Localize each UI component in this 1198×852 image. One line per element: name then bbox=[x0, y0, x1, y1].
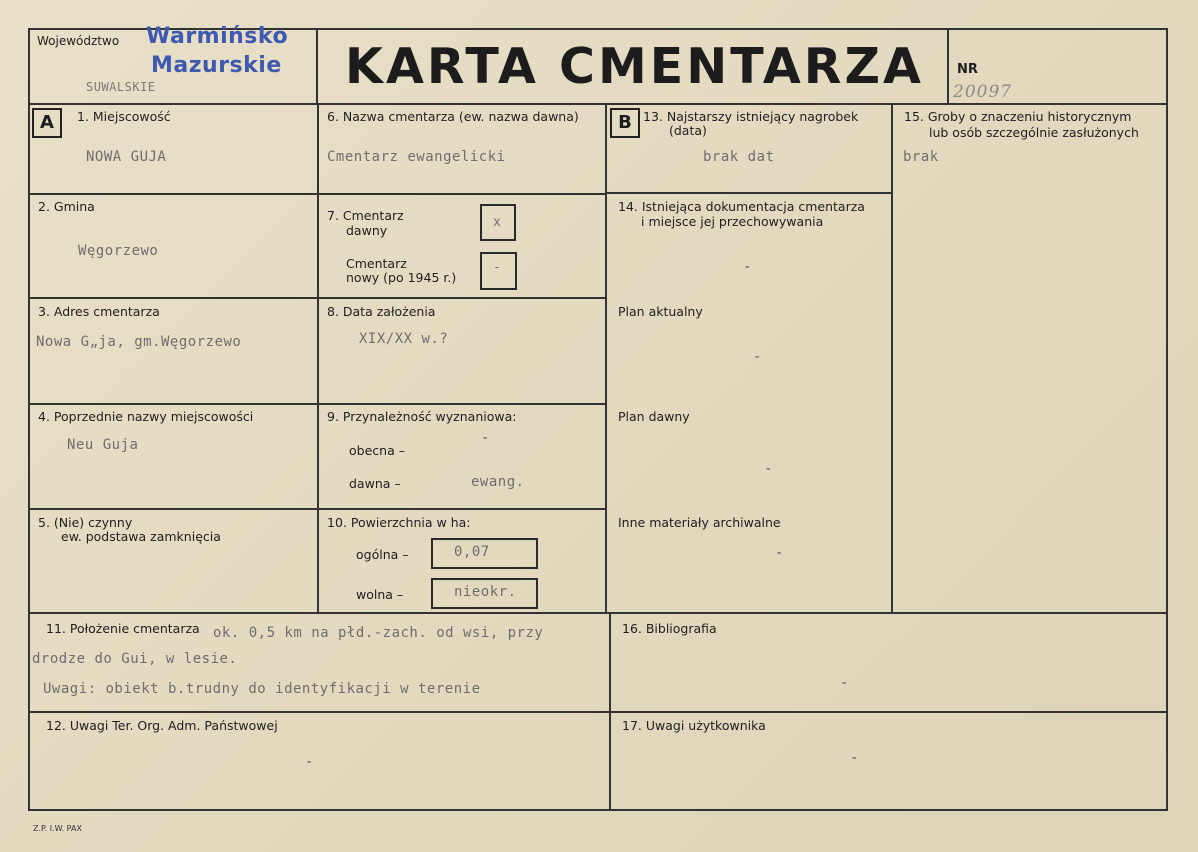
field-6-label: 6. Nazwa cmentarza (ew. nazwa dawna) bbox=[327, 109, 579, 124]
col-line-b bbox=[605, 103, 607, 613]
field-17-value: - bbox=[850, 750, 859, 766]
nowy-checkbox-mark: - bbox=[493, 260, 502, 275]
field-9-label: 9. Przynależność wyznaniowa: bbox=[327, 409, 517, 424]
field-10-ogolna-label: ogólna – bbox=[356, 547, 409, 562]
inne-materialy-label: Inne materiały archiwalne bbox=[618, 515, 781, 530]
field-2-value: Węgorzewo bbox=[78, 243, 159, 259]
field-13-value: brak dat bbox=[703, 149, 775, 165]
typed-region: SUWALSKIE bbox=[86, 80, 156, 94]
region-stamp-line1: Warmińsko bbox=[146, 24, 289, 49]
field-14-label-1: 14. Istniejąca dokumentacja cmentarza bbox=[618, 199, 865, 214]
field-8-value: XIX/XX w.? bbox=[359, 331, 449, 347]
card-title: KARTA CMENTARZA bbox=[345, 38, 924, 95]
field-7-label-1a: 7. Cmentarz bbox=[327, 208, 404, 223]
wojewodztwo-label: Województwo bbox=[37, 34, 120, 48]
row-line bbox=[28, 403, 318, 405]
row-line bbox=[605, 192, 893, 194]
dawny-checkbox[interactable] bbox=[480, 204, 516, 241]
field-17-label: 17. Uwagi użytkownika bbox=[622, 718, 766, 733]
plan-aktualny-label: Plan aktualny bbox=[618, 304, 703, 319]
field-3-value: Nowa G„ja, gm.Węgorzewo bbox=[36, 334, 242, 350]
frame-right bbox=[1166, 28, 1168, 811]
header-vline-1 bbox=[316, 28, 318, 105]
section-a-badge: A bbox=[32, 108, 62, 138]
field-15-value: brak bbox=[903, 149, 939, 165]
field-9-dawna-value: ewang. bbox=[471, 474, 525, 490]
field-4-label: 4. Poprzednie nazwy miejscowości bbox=[38, 409, 254, 424]
plan-dawny-label: Plan dawny bbox=[618, 409, 690, 424]
dawny-checkbox-mark: x bbox=[493, 215, 502, 230]
field-12-value: - bbox=[305, 754, 314, 770]
row-line bbox=[317, 193, 607, 195]
field-15-label-1: 15. Groby o znaczeniu historycznym bbox=[904, 109, 1132, 124]
field-1-label: 1. Miejscowość bbox=[77, 109, 171, 124]
wolna-field[interactable] bbox=[431, 578, 538, 609]
field-13-label-2: (data) bbox=[669, 123, 707, 138]
field-5-label-1: 5. (Nie) czynny bbox=[38, 515, 133, 530]
plan-aktualny-value: - bbox=[753, 349, 762, 365]
field-3-label: 3. Adres cmentarza bbox=[38, 304, 160, 319]
field-14-value: - bbox=[743, 259, 752, 275]
plan-dawny-value: - bbox=[764, 461, 773, 477]
header-vline-2 bbox=[947, 28, 949, 105]
field-10-wolna-label: wolna – bbox=[356, 587, 404, 602]
field-4-value: Neu Guja bbox=[67, 437, 139, 453]
wolna-value: nieokr. bbox=[454, 584, 517, 600]
row-line bbox=[317, 403, 607, 405]
ogolna-field[interactable] bbox=[431, 538, 538, 569]
nr-value: 20097 bbox=[953, 82, 1013, 102]
field-12-label: 12. Uwagi Ter. Org. Adm. Państwowej bbox=[46, 718, 278, 733]
nowy-checkbox[interactable] bbox=[480, 252, 517, 290]
row-line bbox=[28, 297, 318, 299]
field-8-label: 8. Data założenia bbox=[327, 304, 436, 319]
col-line-c bbox=[891, 103, 893, 613]
col-line-a bbox=[317, 103, 319, 613]
region-stamp-line2: Mazurskie bbox=[151, 53, 282, 78]
row-line-lower bbox=[28, 612, 1168, 614]
frame-bottom bbox=[28, 809, 1168, 811]
field-7-label-1b: dawny bbox=[346, 223, 388, 238]
field-2-label: 2. Gmina bbox=[38, 199, 95, 214]
section-b-badge: B bbox=[610, 108, 640, 138]
inne-materialy-value: - bbox=[775, 545, 784, 561]
header-divider bbox=[28, 103, 1168, 105]
row-line bbox=[28, 508, 318, 510]
field-10-label: 10. Powierzchnia w ha: bbox=[327, 515, 471, 530]
field-9-dawna-label: dawna – bbox=[349, 476, 401, 491]
row-line-lower bbox=[28, 711, 1168, 713]
field-16-label: 16. Bibliografia bbox=[622, 621, 717, 636]
row-line bbox=[28, 193, 318, 195]
lower-vline bbox=[609, 612, 611, 811]
field-11-line2: drodze do Gui, w lesie. bbox=[32, 651, 238, 667]
row-line bbox=[317, 297, 607, 299]
field-9-obecna-value: - bbox=[481, 430, 490, 446]
field-11-line1: ok. 0,5 km na płd.-zach. od wsi, przy bbox=[213, 625, 544, 641]
field-1-value: NOWA GUJA bbox=[86, 149, 167, 165]
field-11-line3: Uwagi: obiekt b.trudny do identyfikacji w terenie bbox=[43, 681, 481, 697]
field-7-label-2b: nowy (po 1945 r.) bbox=[346, 270, 457, 285]
field-7-label-2a: Cmentarz bbox=[346, 256, 407, 271]
field-11-label: 11. Położenie cmentarza bbox=[46, 621, 200, 636]
field-13-label-1: 13. Najstarszy istniejący nagrobek bbox=[643, 109, 859, 124]
printer-mark: Z.P. I.W. PAX bbox=[33, 824, 82, 833]
field-15-label-2: lub osób szczególnie zasłużonych bbox=[929, 125, 1139, 140]
nr-label: NR bbox=[957, 62, 978, 77]
field-16-value: - bbox=[840, 675, 849, 691]
field-6-value: Cmentarz ewangelicki bbox=[327, 149, 506, 165]
frame-left bbox=[28, 28, 30, 811]
row-line bbox=[317, 508, 607, 510]
ogolna-value: 0,07 bbox=[454, 544, 490, 560]
field-5-label-2: ew. podstawa zamknięcia bbox=[61, 529, 221, 544]
field-14-label-2: i miejsce jej przechowywania bbox=[641, 214, 824, 229]
field-9-obecna-label: obecna – bbox=[349, 443, 405, 458]
